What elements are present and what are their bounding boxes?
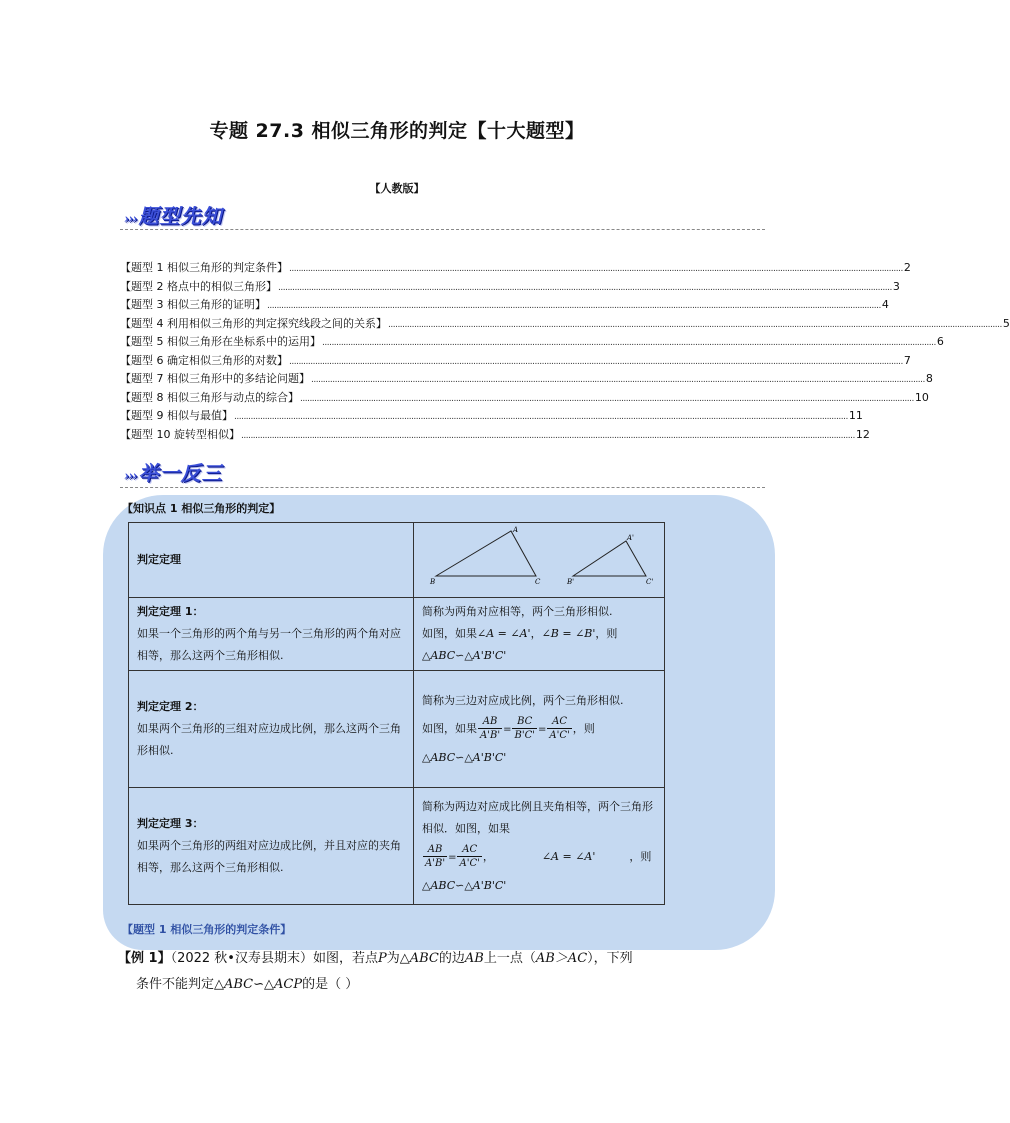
vertex-label: A' (627, 534, 634, 542)
toc-page: 2 (903, 261, 911, 274)
question-type-heading: 【题型 1 相似三角形的判定条件】 (122, 923, 292, 936)
example-text: ），下列 (587, 951, 633, 966)
vertex-label: B (430, 578, 436, 586)
example-text: 上一点（ (483, 951, 536, 966)
toc-leader: .................................................................................................................................................................................................................................................................... (388, 319, 1002, 330)
theorem-example (422, 623, 656, 645)
example-prefix: 如图，如果 (422, 721, 477, 735)
toc-label: 【题型 3 相似三角形的证明】 (120, 298, 266, 311)
theorem-example (422, 712, 656, 747)
theorem-desc: 如果两个三角形的三组对应边成比例，那么这两个三角形相似. (137, 722, 401, 757)
toc-page: 3 (892, 279, 900, 293)
toc-label: 【题型 10 旋转型相似】 (120, 427, 240, 441)
divider (120, 487, 765, 488)
example-text: 的边 (438, 951, 465, 966)
numerator: AC (547, 715, 571, 729)
table-cell (129, 788, 414, 905)
numerator: AB (478, 715, 502, 729)
table-cell (414, 598, 665, 671)
example-text: 为△ (386, 951, 410, 966)
separator: ， (482, 849, 494, 863)
table-cell (414, 788, 665, 905)
toc-item[interactable] (120, 333, 944, 352)
fraction (512, 715, 537, 742)
toc-item[interactable] (120, 296, 889, 315)
math-var: P (377, 951, 387, 966)
table-row (129, 523, 665, 598)
table-row (129, 788, 665, 905)
banner-text: 题型先知 (138, 204, 223, 228)
toc-leader: .................................................................................................................................................................................................................................................................... (322, 338, 936, 348)
banner-examples (124, 457, 223, 487)
toc-leader: .................................................................................................................................................................................................................................................................... (278, 282, 892, 293)
toc-item[interactable] (120, 389, 929, 408)
example-line (118, 946, 688, 972)
header-label: 判定定理 (137, 553, 181, 566)
theorem-desc: 如果一个三角形的两个角与另一个三角形的两个角对应相等，那么这两个三角形相似. (137, 627, 401, 662)
vertex-label: B' (567, 578, 575, 586)
fraction (478, 715, 502, 742)
toc-page: 6 (936, 335, 944, 348)
toc-leader: .................................................................................................................................................................................................................................................................... (267, 301, 881, 311)
table-cell (129, 598, 414, 671)
toc-label: 【题型 1 相似三角形的判定条件】 (120, 261, 288, 274)
equals-sign: = (537, 723, 547, 735)
edition-label: 【人教版】 (369, 182, 425, 195)
conclusion: △ABC∽△A'B'C' (422, 649, 507, 662)
toc-label: 【题型 9 相似与最值】 (120, 409, 233, 422)
example-source: （2022 秋•汉寿县期末） (170, 951, 313, 966)
toc-page: 7 (903, 353, 911, 367)
math-var: AB＞AC (535, 951, 588, 966)
example-label: 【例 1】 (118, 951, 171, 966)
knowledge-title: 【知识点 1 相似三角形的判定】 (122, 502, 281, 515)
theorem-table (128, 522, 665, 905)
toc-leader: .................................................................................................................................................................................................................................................................... (241, 430, 855, 441)
toc-item[interactable] (120, 259, 911, 278)
toc-item[interactable] (120, 278, 900, 297)
example-text: 的是（ ） (302, 977, 359, 992)
equals-sign: = (503, 723, 512, 735)
numerator: AB (423, 843, 447, 857)
example-text: ∽△ (253, 977, 275, 992)
toc-page: 8 (925, 372, 933, 385)
math-var: ACP (274, 977, 303, 992)
conclusion: △ABC∽△A'B'C' (422, 750, 507, 764)
fraction (423, 843, 447, 870)
triangle-abc (436, 531, 536, 576)
theorem-short: 简称为三边对应成比例，两个三角形相似. (422, 693, 624, 707)
fraction (547, 715, 571, 742)
example-line (118, 972, 688, 998)
toc-page: 10 (914, 390, 929, 404)
table-row (129, 598, 665, 671)
triangle-abc-prime (573, 541, 646, 576)
toc-item[interactable] (120, 370, 933, 389)
denominator: B'C' (514, 730, 535, 741)
toc-leader: .................................................................................................................................................................................................................................................................... (289, 356, 903, 367)
banner-arrows-icon: ››› (124, 469, 137, 484)
vertex-label: C' (646, 578, 654, 586)
conclusion: △ABC∽△A'B'C' (422, 878, 507, 892)
toc-label: 【题型 6 确定相似三角形的对数】 (120, 353, 288, 367)
banner-text: 举一反三 (138, 461, 223, 485)
denominator: A'C' (459, 858, 480, 869)
figure-cell (414, 523, 665, 598)
example-text: 如图，若点 (312, 951, 378, 966)
then-text: ，则 (595, 627, 618, 640)
toc-page: 11 (848, 409, 863, 422)
toc-page: 4 (881, 298, 889, 311)
theorem-name: 判定定理 2： (137, 700, 204, 713)
toc-leader: .................................................................................................................................................................................................................................................................... (289, 264, 903, 274)
example-1 (118, 946, 688, 998)
table-row (129, 671, 665, 788)
numerator: BC (512, 715, 537, 729)
equals-sign: = (448, 851, 457, 863)
toc-item[interactable] (120, 315, 1010, 334)
banner-arrows-icon: ››› (124, 212, 137, 227)
toc-label: 【题型 2 格点中的相似三角形】 (120, 279, 277, 293)
toc-label: 【题型 8 相似三角形与动点的综合】 (120, 390, 299, 404)
fraction (457, 843, 481, 870)
table-cell (129, 671, 414, 788)
page-title: 专题 27.3 相似三角形的判定【十大题型】 (209, 120, 585, 142)
denominator: A'B' (425, 858, 446, 869)
math-expr: ∠A = ∠A' (477, 627, 531, 640)
toc-item[interactable] (120, 352, 911, 371)
toc-page: 5 (1002, 316, 1010, 330)
numerator: AC (457, 843, 481, 857)
divider (120, 229, 765, 230)
theorem-example (422, 840, 656, 875)
math-var: ABC (224, 977, 254, 992)
banner-question-types (124, 200, 223, 230)
denominator: A'B' (480, 730, 501, 741)
theorem-desc: 如果两个三角形的两组对应边成比例，并且对应的夹角相等，那么这两个三角形相似. (137, 839, 401, 874)
math-expr: ∠A = ∠A' (541, 849, 596, 863)
toc-leader: .................................................................................................................................................................................................................................................................... (311, 375, 925, 385)
toc-leader: .................................................................................................................................................................................................................................................................... (300, 393, 914, 404)
toc-page: 12 (855, 427, 870, 441)
theorem-short: 简称为两角对应相等，两个三角形相似. (422, 605, 613, 618)
theorem-name: 判定定理 3： (137, 817, 204, 830)
triangles-figure (418, 525, 676, 587)
vertex-label: C (535, 578, 541, 586)
example-prefix: 如图，如果 (422, 627, 477, 640)
toc-label: 【题型 7 相似三角形中的多结论问题】 (120, 372, 310, 385)
toc-label: 【题型 5 相似三角形在坐标系中的运用】 (120, 335, 321, 348)
separator: ， (530, 627, 542, 640)
table-cell (414, 671, 665, 788)
then-text: ，则 (572, 721, 595, 735)
toc-label: 【题型 4 利用相似三角形的判定探究线段之间的关系】 (120, 316, 387, 330)
toc-item[interactable] (120, 407, 863, 426)
toc-item[interactable] (120, 426, 870, 445)
math-expr: ∠B = ∠B' (541, 627, 596, 640)
math-var: AB (464, 951, 484, 966)
theorem-name: 判定定理 1： (137, 605, 204, 618)
then-text: ，则 (629, 849, 652, 863)
toc-leader: .................................................................................................................................................................................................................................................................... (234, 412, 848, 422)
denominator: A'C' (549, 730, 570, 741)
table-of-contents (120, 259, 1010, 444)
theorem-short: 简称为两边对应成比例且夹角相等，两个三角形相似．如图，如果 (422, 799, 653, 835)
math-var: ABC (409, 951, 439, 966)
vertex-label: A (513, 526, 519, 534)
table-cell (129, 523, 414, 598)
example-text: 条件不能判定△ (136, 977, 224, 992)
